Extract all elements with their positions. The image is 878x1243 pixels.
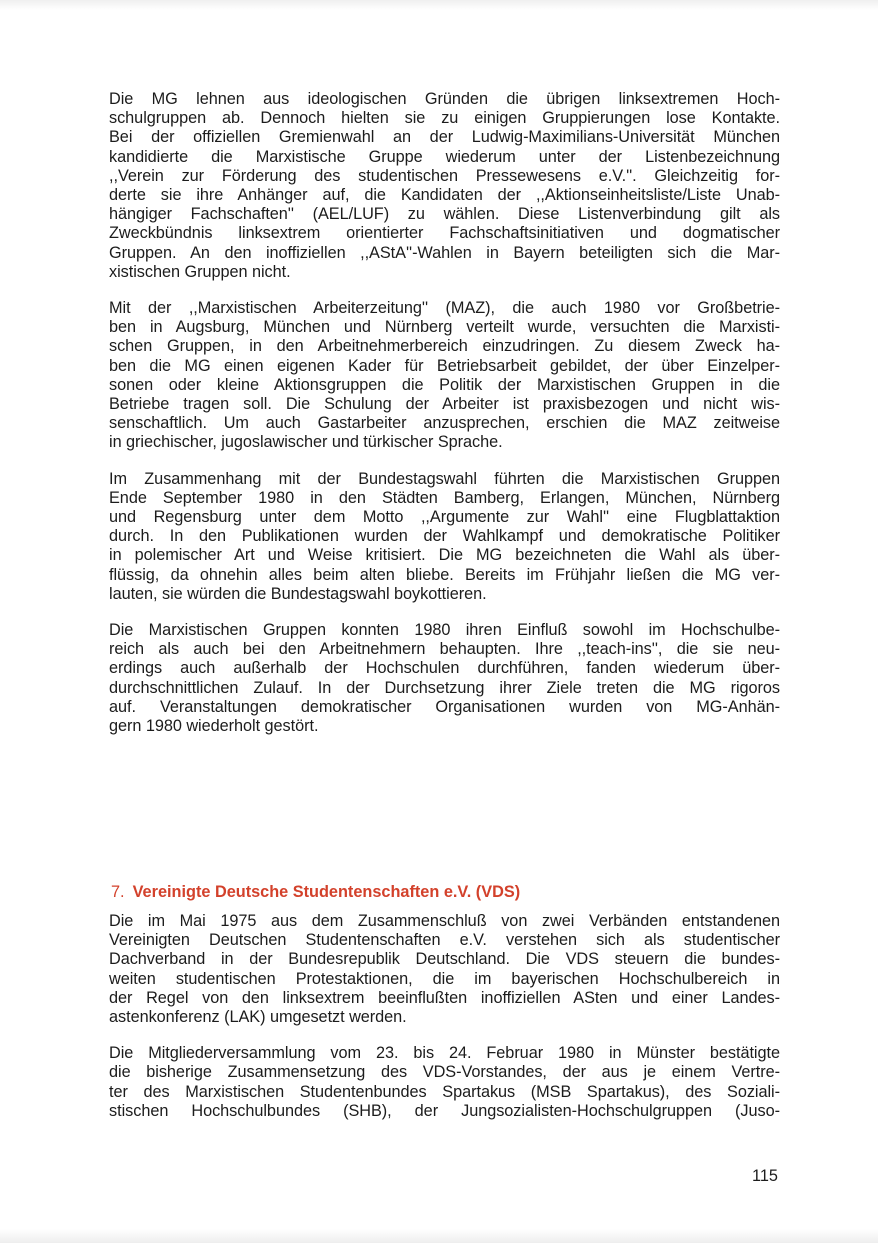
text-line: Mit der ,,Marxistischen Arbeiterzeitung'' (MAZ), die auch 1980 vor Großbetrie- bbox=[109, 299, 780, 318]
text-line: Die im Mai 1975 aus dem Zusammenschluß von zwei Verbänden entstandenen bbox=[109, 912, 780, 930]
text-line: ter des Marxistischen Studentenbundes Spartakus (MSB Spartakus), des Soziali- bbox=[109, 1082, 780, 1101]
paragraph bbox=[109, 912, 780, 1027]
paragraph bbox=[109, 1044, 780, 1121]
paragraph bbox=[109, 470, 780, 604]
text-line: Im Zusammenhang mit der Bundestagswahl führten die Marxistischen Gruppen bbox=[109, 469, 780, 488]
page-bottom-edge bbox=[0, 1229, 878, 1243]
text-line: derte sie ihre Anhänger auf, die Kandidaten der ,,Aktionseinheitsliste/Liste Unab- bbox=[109, 186, 780, 205]
text-line: schulgruppen ab. Dennoch hielten sie zu einigen Gruppierungen lose Kontakte. bbox=[109, 109, 780, 128]
paragraph bbox=[109, 90, 780, 282]
text-line: xistischen Gruppen nicht. bbox=[109, 262, 291, 281]
page-top-edge bbox=[0, 0, 878, 10]
text-line: durchschnittlichen Zulauf. In der Durchsetzung ihrer Ziele treten die MG rigoros bbox=[109, 678, 780, 697]
text-line: Ende September 1980 in den Städten Bamberg, Erlangen, München, Nürnberg bbox=[109, 488, 780, 507]
text-line: Zweckbündnis linksextrem orientierter Fachschaftsinitiativen und dogmatischer bbox=[109, 224, 780, 243]
text-line: Bei der offiziellen Gremienwahl an der Ludwig-Maximilians-Universität München bbox=[109, 128, 780, 147]
text-line: ,,Verein zur Förderung des studentischen Pressewesens e.V.''. Gleichzeitig for- bbox=[109, 166, 780, 185]
text-line: ben die MG einen eigenen Kader für Betriebsarbeit gebildet, der über Einzelper- bbox=[109, 356, 780, 375]
text-line: lauten, sie würden die Bundestagswahl boykottieren. bbox=[109, 584, 487, 603]
text-line: hängiger Fachschaften'' (AEL/LUF) zu wählen. Diese Listenverbindung gilt als bbox=[109, 205, 780, 224]
text-line: Dachverband in der Bundesrepublik Deutschland. Die VDS steuern die bundes- bbox=[109, 950, 780, 969]
text-line: Die Mitgliederversammlung vom 23. bis 24. Februar 1980 in Münster bestätigte bbox=[109, 1044, 780, 1063]
text-line: Die MG lehnen aus ideologischen Gründen die übrigen linksextremen Hoch- bbox=[109, 90, 780, 108]
text-line: in polemischer Art und Weise kritisiert. Die MG bezeichneten die Wahl als über- bbox=[109, 546, 780, 565]
body-text-top bbox=[109, 90, 780, 753]
section-heading bbox=[111, 882, 520, 902]
text-line: stischen Hochschulbundes (SHB), der Jungsozialisten-Hochschulgruppen (Juso- bbox=[109, 1101, 780, 1120]
text-line: astenkonferenz (LAK) umgesetzt werden. bbox=[109, 1008, 407, 1027]
text-line: sonen oder kleine Aktionsgruppen die Politik der Marxistischen Gruppen in die bbox=[109, 375, 780, 394]
text-line: ben in Augsburg, München und Nürnberg verteilt wurde, versuchten die Marxisti- bbox=[109, 318, 780, 337]
text-line: in griechischer, jugoslawischer und türkischer Sprache. bbox=[109, 433, 503, 452]
text-line: schen Gruppen, in den Arbeitnehmerbereich einzudringen. Zu diesem Zweck ha- bbox=[109, 337, 780, 356]
section-title: Vereinigte Deutsche Studentenschaften e.V. (VDS) bbox=[132, 883, 521, 901]
text-line: Gruppen. An den inoffiziellen ,,AStA''-Wahlen in Bayern beteiligten sich die Mar- bbox=[109, 243, 780, 262]
paragraph bbox=[109, 299, 780, 453]
section-number: 7. bbox=[111, 883, 125, 901]
paragraph bbox=[109, 621, 780, 736]
page-number: 115 bbox=[752, 1167, 778, 1185]
text-line: flüssig, da ohnehin alles beim alten bliebe. Bereits im Frühjahr ließen die MG ver- bbox=[109, 565, 780, 584]
text-line: Die Marxistischen Gruppen konnten 1980 ihren Einfluß sowohl im Hochschulbe- bbox=[109, 621, 780, 640]
text-line: erdings auch außerhalb der Hochschulen durchführen, fanden wiederum über- bbox=[109, 659, 780, 678]
text-line: Vereinigten Deutschen Studentenschaften e.V. verstehen sich als studentischer bbox=[109, 931, 780, 950]
text-line: weiten studentischen Protestaktionen, die im bayerischen Hochschulbereich in bbox=[109, 969, 780, 988]
body-text-bottom bbox=[109, 912, 780, 1138]
text-line: auf. Veranstaltungen demokratischer Organisationen wurden von MG-Anhän- bbox=[109, 697, 780, 716]
text-line: senschaftlich. Um auch Gastarbeiter anzusprechen, erschien die MAZ zeitweise bbox=[109, 414, 780, 433]
text-line: kandidierte die Marxistische Gruppe wiederum unter der Listenbezeichnung bbox=[109, 147, 780, 166]
text-line: Betriebe tragen soll. Die Schulung der Arbeiter ist praxisbezogen und nicht wis- bbox=[109, 395, 780, 414]
text-line: die bisherige Zusammensetzung des VDS-Vorstandes, der aus je einem Vertre- bbox=[109, 1063, 780, 1082]
text-line: der Regel von den linksextrem beeinflußten inoffiziellen ASten und einer Landes- bbox=[109, 988, 780, 1007]
text-line: gern 1980 wiederholt gestört. bbox=[109, 717, 319, 736]
text-line: reich als auch bei den Arbeitnehmern behaupten. Ihre ,,teach-ins'', die sie neu- bbox=[109, 640, 780, 659]
text-line: durch. In den Publikationen wurden der Wahlkampf und demokratische Politiker bbox=[109, 527, 780, 546]
text-line: und Regensburg unter dem Motto ,,Argumente zur Wahl'' eine Flugblattaktion bbox=[109, 508, 780, 527]
